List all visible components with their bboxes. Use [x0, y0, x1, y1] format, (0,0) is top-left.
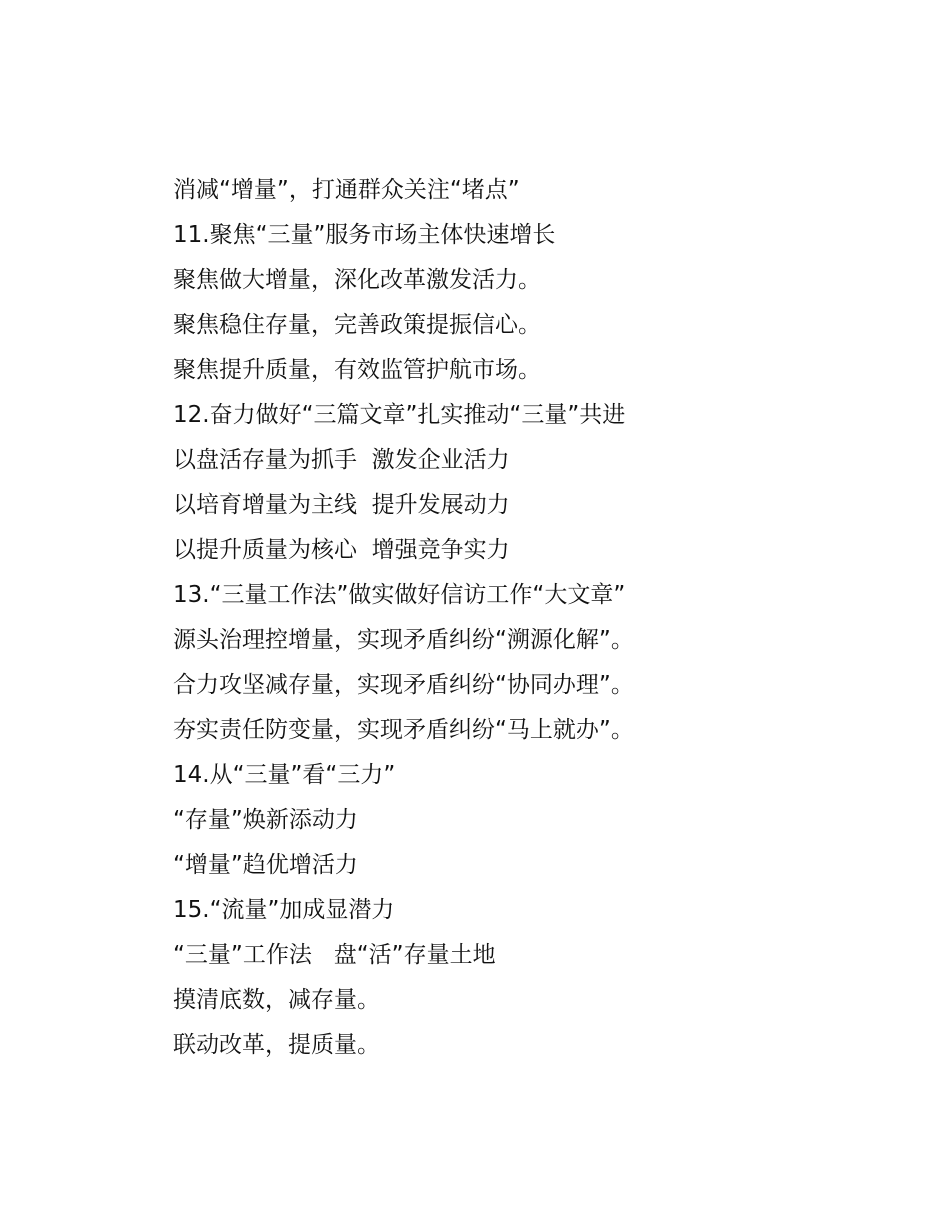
section-heading: 11.聚焦“三量”服务市场主体快速增长 [173, 222, 556, 248]
text-line: 聚焦提升质量，有效监管护航市场。 [173, 357, 541, 383]
text-line: 以提升质量为核心 增强竞争实力 [173, 537, 510, 563]
text-line: 消减“增量”，打通群众关注“堵点” [173, 177, 520, 203]
text-line: 聚焦稳住存量，完善政策提振信心。 [173, 312, 541, 338]
section-heading: 14.从“三量”看“三力” [173, 762, 396, 788]
text-line: 以盘活存量为抓手 激发企业活力 [173, 447, 510, 473]
text-line: 合力攻坚减存量，实现矛盾纠纷“协同办理”。 [173, 672, 634, 698]
text-line: 以培育增量为主线 提升发展动力 [173, 492, 510, 518]
text-line: 源头治理控增量，实现矛盾纠纷“溯源化解”。 [173, 627, 634, 653]
text-line: 摸清底数，减存量。 [173, 987, 380, 1013]
section-heading: 12.奋力做好“三篇文章”扎实推动“三量”共进 [173, 402, 626, 428]
text-line: “增量”趋优增活力 [173, 852, 358, 878]
document-body [173, 168, 853, 1068]
text-line: 聚焦做大增量，深化改革激发活力。 [173, 267, 541, 293]
section-heading: 15.“流量”加成显潜力 [173, 897, 395, 923]
text-line: “三量”工作法 盘“活”存量土地 [173, 942, 496, 968]
text-line: 联动改革，提质量。 [173, 1032, 380, 1058]
section-heading: 13.“三量工作法”做实做好信访工作“大文章” [173, 582, 626, 608]
text-line: “存量”焕新添动力 [173, 807, 358, 833]
text-line: 夯实责任防变量，实现矛盾纠纷“马上就办”。 [173, 717, 634, 743]
